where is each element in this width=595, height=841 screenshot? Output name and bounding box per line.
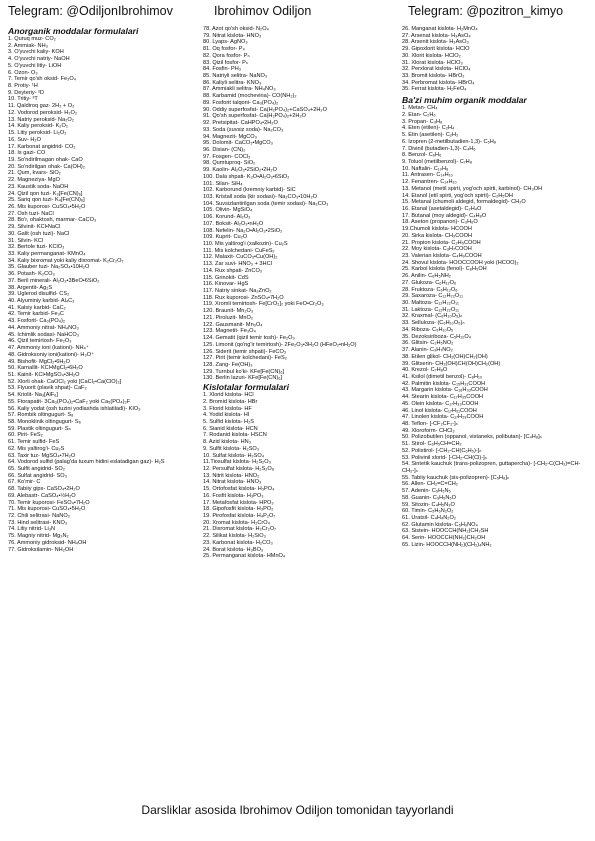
list-item: 24. Qizil qon tuzi- K₃[Fe(CN)₆]	[8, 190, 83, 197]
list-item: 45. Ichimlik sodasi- NaHCO₃	[8, 331, 79, 338]
list-item: 52. Xlorli ohak- CaOCl₂ yoki [CaCl₂•Ca(ClO)₂]	[8, 378, 122, 385]
list-item: 119. Xromli temirtosh- Fe[CrO₂]₂ yoki FeO•Cr₂O₃	[203, 301, 324, 308]
list-item: 35. Glauber tuzi- Na₂SO₄•10H₂O	[8, 264, 90, 271]
list-item: 6. Ozon- O₃	[8, 69, 38, 76]
list-item: 2. Bromid kislota- HBr	[203, 398, 258, 405]
list-item: 17. Butanal (moy aldegid)- C₄H₈O	[402, 212, 487, 219]
list-item: 14. Etanol (etil spirti, yog'och spirti)- C₂H₅OH	[402, 192, 513, 199]
list-item: 121. Piroluzit- MnO₂	[203, 314, 254, 321]
list-item: 12. Vodorod peroksid- H₂O₂	[8, 109, 78, 116]
list-item: 57. Rombik oltingugurt- S₈	[8, 412, 74, 419]
list-item: 110. Mis yaltirog'i (xalkozin)- Cu₂S	[203, 241, 288, 247]
list-item: 9. Sulfit kislota- H₂SO₃	[203, 445, 260, 452]
list-item: 79. Nitrat kislota- HNO₃	[203, 32, 262, 39]
list-item: 2. Ammiak- NH₃	[8, 42, 48, 49]
list-item: 2. Etan- C₂H₆	[402, 111, 436, 118]
list-item: 15. Metanal (chumoli aldegid, formaldegid)- CH₂O	[402, 199, 526, 206]
list-item: 82. Qora fosfor- Pₙ	[203, 52, 250, 59]
list-item: 25. Sariq qon tuzi- K₄[Fe(CN)₆]	[8, 197, 85, 204]
list-item: 48. Gidroksoniy ioni(kationi)- H₃O⁺	[8, 351, 95, 358]
list-item: 8. Benzol- C₆H₆	[402, 152, 442, 159]
list-item: 98. Qumtuproq- SiO₂	[203, 160, 256, 167]
list-item: 59. Sitozin- C₄H₅N₃O	[402, 501, 455, 508]
list-item: 42. Palmitin kislota- C₁₅H₃₁COOH	[402, 380, 486, 387]
list-item: 56. Allen- CH₂=C=CH₂	[402, 481, 458, 488]
list-item: 36. Glitsin- C₂H₅NO₂	[402, 340, 454, 347]
list-item: 85. Natriyli selitra- NaNO₃	[203, 73, 268, 80]
list-item: 31. Silvin- KCl	[8, 237, 44, 244]
list-item: 29. Silvinit- KCl•NaCl	[8, 224, 61, 231]
list-item: 44. Stearin kislota- C₁₇H₃₅COOH	[402, 394, 484, 401]
list-item: 13. Nitrit kislota- HNO₂	[203, 472, 260, 479]
list-item: 55. Tabiiy kauchuk (sis-polizopren)- [C₅H₈]ₙ	[402, 474, 510, 481]
list-item: 21. Dixromat kislota- H₂Cr₂O₇	[203, 526, 277, 533]
list-item: 123. Magnetit- Fe₃O₄	[203, 328, 256, 335]
list-item: 78. Azot qo'sh oksid- N₂O₄	[203, 26, 269, 32]
list-item: 3. Propan- C₃H₈	[402, 118, 443, 125]
list-item: 16. Fosfit kislota- H₃PO₃	[203, 492, 264, 499]
list-item: 109. Kuprit- Cu₂O	[203, 234, 248, 241]
list-item: 1. Quruq muz- CO₂	[8, 36, 56, 42]
header-telegram-left: Telegram: @OdiljonIbrohimov	[8, 4, 173, 18]
list-item: 75. Magniy nitrid- Mg₃N₂	[8, 533, 69, 540]
list-item: 122. Gausmanit- Mn₃O₄	[203, 321, 263, 328]
list-item: 6. Sianid kislota- HCN	[203, 425, 258, 432]
list-item: 12. Persulfat kislota- H₂S₂O₈	[203, 466, 275, 472]
list-item: 10. Naftalin- C₁₀H₈	[402, 165, 449, 172]
list-item: 35. Ferrat kislota- H₂FeO₄	[402, 86, 467, 93]
list-item: 63. Sistein- HOOCCH(NH₂)CH₂SH	[402, 528, 489, 535]
list-item: 32. Bertole tuzi- KClO₃	[8, 244, 65, 251]
list-item: 24. Borat kislota- H₃BO₃	[203, 546, 264, 553]
list-item: 17. Karbonat angidrid- CO₂	[8, 143, 76, 150]
list-item: 61. Temir sulfid- FeS	[8, 439, 60, 446]
list-item: 3. Ftorid kislota- HF	[203, 405, 252, 412]
list-item: 27. Glukoza- C₆H₁₂O₆	[402, 279, 457, 286]
list-item: 20. So'ndirilgan ohak- Ca(OH)₂	[8, 163, 85, 170]
list-item: 45. Olein kislota- C₁₇H₃₃COOH	[402, 400, 479, 407]
list-item: 49. Bishofit- MgCl₂•6H₂O	[8, 358, 70, 365]
list-item: 22. Magneziya- MgO	[8, 177, 60, 184]
list-item: 60. Timin- C₅H₆N₂O₂	[402, 508, 454, 515]
list-item: 57. Adenin- C₅H₅N₅	[402, 488, 451, 495]
list-item: 47. Linolen kislota- C₁₇H₂₉COOH	[402, 414, 484, 421]
list-item: 58. Monoklinik oltingugurt- S₆	[8, 418, 81, 425]
list-item: 129. Turnbul ko'ki- KFe[Fe(CN)₆]	[203, 368, 285, 375]
list-item: 10. Sulfat kislota- H₂SO₄	[203, 452, 265, 459]
list-item: 60. Pirit- FeS₂	[8, 432, 43, 439]
list-item: 49. Xloroform- CHCl₃	[402, 427, 455, 434]
list-item: 28. Fruktoza- C₆H₁₂O₆	[402, 286, 458, 293]
list-item: 29. Gipoxlorit kislota- HClO	[402, 46, 470, 53]
list-item: 84. Fosfin- PH₃	[203, 66, 242, 73]
header-author: Ibrohimov Odiljon	[214, 4, 312, 18]
list-item: 114. Rux shpati- ZnCO₃	[203, 267, 263, 274]
list-item: 72. Chili selitrasi- NaNO₃	[8, 513, 70, 520]
list-item: 56. Kaliy yodat (osh tuzini yodlashda ishlatiladi)- KIO₃	[8, 405, 141, 412]
list-item: 42. Temir karbid- Fe₃C	[8, 311, 64, 318]
list-item: 76. Ammoniy gidroksid- NH₄OH	[8, 539, 87, 546]
list-item: 80. Lyaps- AgNO₃	[203, 39, 248, 46]
list-item: 33. Selluloza- (C₆H₁₀O₅)ₙ	[402, 320, 465, 327]
list-item: 22. Moy kislota- C₃H₇COOH	[402, 246, 472, 253]
list-item: 125. Limonit (qo'ng'ir temirtosh)- 2Fe₂O₃•3H₂O (HFeO₂•nH₂O)	[203, 341, 357, 348]
list-item: 5. O'yuvchi litiy- LiOH	[8, 62, 62, 69]
list-item: 118. Rux kuporosi- ZnSO₄•7H₂O	[203, 294, 284, 301]
list-item: 18. Is gazi- CO	[8, 150, 46, 157]
list-item: 5. Etin (asetilen)- C₂H₂	[402, 132, 459, 139]
list-item: 116. Kinovar- HgS	[203, 281, 249, 288]
list-item: 33. Bromit kislota- HBrO₂	[402, 73, 465, 80]
list-item: 97. Fosgen- COCl₂	[203, 153, 251, 160]
list-item: 120. Braunit- Mn₂O₃	[203, 308, 254, 315]
list-item: 124. Gematit (qizil temir tosh)- Fe₂O₃	[203, 335, 295, 342]
list-item: 7. Divinil (butadien-1,3)- C₄H₆	[402, 145, 476, 152]
list-item: 22. Silikat kislota- H₂SiO₃	[203, 533, 266, 540]
list-item: 14. Nitrat kislota- HNO₃	[203, 479, 262, 486]
list-item: 16. Suv- H₂O	[8, 136, 41, 143]
list-item: 67. Ko'mir- C	[8, 479, 41, 486]
list-item: 40. Krezol- C₇H₈O	[402, 367, 448, 374]
list-item: 104. Suvsizlantirilgan soda (temir sodasi)- Na₂CO₃	[203, 200, 329, 207]
list-item: 130. Berlin lazuri- KFe[Fe(CN)₆]	[203, 375, 283, 382]
list-item: 53. Polivinil xlorid- [-CH₂-CH(Cl)-]ₙ	[402, 454, 487, 461]
list-item: 10. Tritiy- ³T	[8, 96, 38, 103]
list-item: 44. Ammoniy nitrat- NH₄NO₃	[8, 324, 79, 331]
list-item: 43. Fosforit- Ca₃(PO₄)₂	[8, 318, 66, 325]
list-item: 46. Qizil temirtosh- Fe₂O₃	[8, 338, 72, 345]
list-item: 18. Aseton (propanon)- C₃H₆O	[402, 219, 478, 226]
column-1	[8, 26, 198, 553]
list-item: 58. Guanin- C₅H₅N₅O	[402, 494, 457, 501]
list-item: 38. Etilen glikol- CH₂(OH)CH₂(OH)	[402, 353, 488, 360]
list-item: 51. Stirol- C₆H₅CH=CH₂	[402, 441, 462, 448]
list-item: 15. Ortofosfat kislota- H₃PO₄	[203, 486, 275, 493]
list-item: 20. Xromat kislota- H₂CrO₄	[203, 519, 270, 526]
list-item: 30. Xlorit kislota- HClO₂	[402, 52, 461, 59]
list-item: 65. Lizin- HOOCCH(NH₂)(CH₂)₄NH₂	[402, 541, 492, 548]
list-item: 25. Karbol kislota (fenol)- C₆H₅OH	[402, 266, 487, 273]
list-item: 113. Zar suvi- HNO₃ + 3HCl	[203, 261, 272, 268]
list-item: 62. Mis yaltirog'i- Cu₂S	[8, 445, 65, 452]
list-item: 103. Kristall soda (kir sodasi)- Na₂CO₃•10H₂O	[203, 193, 317, 200]
list-item: 64. Serin- HOOCCH(NH₂)CH₂OH	[402, 535, 486, 542]
list-item: 25. Permanganat kislota- HMnO₄	[203, 553, 286, 560]
list-item: 34. Riboza- C₅H₁₀O₅	[402, 326, 454, 333]
list-item: 1. Xlorid kislota- HCl	[203, 392, 254, 399]
list-item: 108. Nefelin- Na₂O•Al₂O₃•2SiO₂	[203, 227, 283, 234]
list-item: 62. Glutamin kislota- C₅H₉NO₄	[402, 521, 478, 528]
list-item: 74. Litiy nitrid- Li₃N	[8, 526, 56, 533]
list-item: 41. Kalsiy karbid- CaC₂	[8, 304, 66, 311]
list-item: 23. Karbonat kislota- H₂CO₃	[203, 539, 273, 546]
list-item: 87. Ammiakli selitra- NH₄NO₃	[203, 86, 276, 93]
list-item: 53. Flyuorit (plavik shpat)- CaF₂	[8, 385, 87, 392]
list-item: 64. Vodorod sulfid (palag'da tuxum hidini eslatadigan gaz)- H₂S	[8, 459, 165, 466]
list-item: 46. Linol kislota- C₁₇H₃₁COOH	[402, 407, 477, 414]
list-item: 65. Sulfit angidrid- SO₂	[8, 466, 65, 472]
list-item: 11. Qaldiroq gaz- 2H₂ + O₂	[8, 103, 75, 110]
list-item: 33. Kaliy permanganat- KMnO₄	[8, 251, 86, 257]
list-item: 8. Protiy- ¹H	[8, 83, 38, 90]
header-telegram-right: Telegram: @pozitron_kimyo	[408, 4, 564, 18]
list-item: 35. Dezoksiriboza- C₅H₁₀O₄	[402, 333, 472, 340]
list-item: 127. Pirit (temir kolchedani)- FeS₂	[203, 355, 287, 362]
list-item: 36. Potash- K₂CO₃	[8, 271, 55, 278]
anorganic-list-1	[8, 36, 198, 553]
list-item: 39. Glitserin- CH₂(OH)CH(OH)CH₂(OH)	[402, 360, 501, 367]
list-item: 37. Alanin- C₃H₇NO₂	[402, 347, 453, 354]
list-item: 69. Alebastr- CaSO₄•½H₂O	[8, 492, 76, 499]
list-item: 117. Natriy sinkat- Na₂ZnO₂	[203, 288, 272, 295]
list-item: 9. Deyteriy- ²D	[8, 89, 45, 96]
list-item: 4. Yodid kislota- HI	[203, 412, 250, 419]
list-item: 88. Karbamid (mochevina)- CO(NH₂)₂	[203, 93, 297, 100]
list-item: 32. Kraxmal- (C₆H₁₀O₅)ₙ	[402, 313, 463, 320]
list-item: 13. Metanol (metil spirti, yog'och spirti, karbinol)- CH₃OH	[402, 185, 543, 192]
list-item: 26. Mis kuporosi- CuSO₄•5H₂O	[8, 203, 86, 210]
page-footer: Darsliklar asosida Ibrohimov Odiljon tomonidan tayyorlandi	[141, 803, 454, 817]
list-item: 100. Dala shpati- K₂O•Al₂O₃•6SiO₂	[203, 173, 290, 180]
list-item: 18. Gipofosfit kislota- H₃PO₂	[203, 506, 274, 513]
list-item: 66. Sulfat angidrid- SO₃	[8, 472, 67, 479]
list-item: 4. O'yuvchi natriy- NaOH	[8, 56, 70, 63]
list-item: 8. Azid kislota- HN₃	[203, 439, 251, 446]
list-item: 14. Kaliy peroksid- K₂O₂	[8, 123, 68, 130]
column-3	[402, 26, 590, 549]
list-item: 71. Mis kuporosi- CuSO₄•5H₂O	[8, 506, 86, 513]
list-item: 16. Etanal (asetaldegid)- C₂H₄O	[402, 205, 482, 212]
list-item: 29. Saxaroza- C₁₂H₂₂O₁₁	[402, 293, 463, 300]
list-item: 77. Gidroksilamin- NH₂OH	[8, 546, 74, 553]
list-item: 50. Polizobutilen (oppanol, vistaneks, polibutan)- [C₄H₈]ₙ	[402, 434, 542, 441]
list-item: 91. Qo'sh superfosfat- Ca(H₂PO₄)₂+2H₂O	[203, 113, 306, 120]
list-item: 63. Taxir tuz- MgSO₄•7H₂O	[8, 452, 76, 459]
list-item: 43. Margarin kislota- C₁₆H₃₃COOH	[402, 387, 488, 394]
list-item: 31. Xlorat kislota- HClO₃	[402, 59, 463, 66]
list-item: 19.Chumoli kislota- HCOOH	[402, 226, 472, 233]
list-item: 92. Pretsipitat- CaHPO₄•2H₂O	[203, 120, 278, 127]
list-item: 9. Toluol (metilbenzol)- C₇H₈	[402, 158, 473, 165]
list-item: 11.Tiosulfat kislota- H₂S₂O₃	[203, 459, 271, 466]
list-item: 30. Maltoza- C₁₂H₂₂O₁₁	[402, 300, 459, 307]
list-item: 115. Grinokit- CdS	[203, 274, 249, 281]
list-item: 1. Metan- CH₄	[402, 105, 438, 112]
list-item: 26. Anilin- C₆H₅NH₂	[402, 273, 451, 280]
list-item: 89. Fosforit talqoni- Ca₃(PO₄)₂	[203, 99, 279, 106]
list-item: 5. Sulfid kislota- H₂S	[203, 418, 254, 425]
list-item: 23. Kaustik soda- NaOH	[8, 183, 69, 190]
list-item: 59. Plastik oltingugurt- Sₙ	[8, 425, 71, 432]
list-item: 34. Perbromat kislota- HBrO₄	[402, 79, 475, 86]
list-item: 47. Ammoniy ioni (kationi)- NH₄⁺	[8, 345, 89, 352]
list-item: 40. Alyuminiy karbid- Al₄C₃	[8, 298, 75, 305]
section-title-organic: Ba'zi muhim organik moddalar	[402, 95, 527, 106]
list-item: 48. Teflon- [-CF₂CF₂-]ₙ	[402, 420, 458, 427]
list-item: 54. Sintetik kauchuk (trans-polizopren, guttapercha)- [-CH₂-C(CH₃)=CH-CH₂-]ₙ	[402, 461, 581, 474]
list-item: 107. Boksit- Al₂O₃•nH₂O	[203, 220, 264, 227]
list-item: 12. Fenantren- C₁₄H₁₀	[402, 179, 457, 186]
list-item: 32. Perxlorat kislota- HClO₄	[402, 66, 471, 73]
list-item: 13. Natriy peroksid- Na₂O₂	[8, 116, 74, 123]
list-item: 19. So'ndirilmagan ohak- CaO	[8, 156, 83, 163]
list-item: 73. Hind selitrasi- KNO₃	[8, 519, 68, 526]
list-item: 41. Ksilol (dimetil benzol)- C₈H₁₀	[402, 373, 483, 380]
list-item: 83. Qizil fosfor- Pₙ	[203, 59, 249, 66]
list-item: 105. Olivin- MgSiO₄	[203, 207, 253, 214]
acids-list-2	[402, 26, 590, 93]
list-item: 81. Oq fosfor- P₄	[203, 46, 245, 53]
list-item: 3. O'yuvchi kaliy- KOH	[8, 49, 64, 56]
list-item: 126. Siderit (temir shpati)- FeCO₃	[203, 348, 287, 355]
list-item: 38. Argentit- Ag₂S	[8, 284, 53, 291]
list-item: 28. Arsenit kislota- H₃AsO₃	[402, 39, 469, 46]
list-item: 51. Kainit- KCl•MgSO₄•3H₂O	[8, 371, 80, 378]
list-item: 61. Uratsil- C₄H₄N₂O₂	[402, 515, 456, 522]
section-title-anorganic: Anorganik moddalar formulalari	[8, 26, 139, 36]
list-item: 39. Uglerod disulfid- CS₂	[8, 291, 70, 298]
list-item: 15. Litiy peroksid- Li₂O₂	[8, 130, 67, 137]
list-item: 102. Karborund (kremniy karbid)- SiC	[203, 187, 296, 194]
list-item: 112. Malaxit- CuCO₃•Cu(OH)₂	[203, 254, 278, 261]
list-item: 28. Bo'r, ohaktosh, marmar- CaCO₃	[8, 217, 97, 224]
column-2	[203, 26, 399, 560]
list-item: 24. Shovul kislota- HOOCCOOH yoki (HCOO)₂	[402, 259, 519, 266]
list-item: 21. Qum, kvars- SiO₂	[8, 170, 61, 177]
list-item: 21. Propion kislota- C₂H₅COOH	[402, 239, 481, 246]
list-item: 55. Ftorapatit- 3Ca₃(PO₄)₂•CaF₂ yoki Ca₅(PO₄)₃F	[8, 398, 131, 405]
list-item: 11. Antrasen- C₁₄H₁₀	[402, 172, 453, 179]
list-item: 128. Zang- Fe(OH)₃	[203, 361, 253, 368]
list-item: 17. Metafosfat kislota- HPO₃	[203, 499, 274, 506]
list-item: 27. Arsenat kislota- H₃AsO₄	[402, 32, 471, 39]
list-item: 20. Sirka kislota- CH₃COOH	[402, 232, 473, 239]
list-item: 111. Mis kolchedani- CuFeS₂	[203, 247, 275, 254]
list-item: 19. Pirofosfat kislota- H₄P₂O₇	[203, 513, 276, 520]
list-item: 95. Dolomit- CaCO₃•MgCO₃	[203, 140, 273, 147]
list-item: 93. Soda (suvsiz soda)- Na₂CO₃	[203, 126, 284, 133]
list-item: 37. Beril minerali- Al₂O₃•3BeO•6SiO₂	[8, 277, 100, 284]
list-item: 34. Kaliy bixromat yoki kaliy dixromat- K₂Cr₂O₇	[8, 257, 124, 264]
list-item: 26. Manganat kislota- H₂MnO₄	[402, 26, 478, 32]
list-item: 94. Magnezit- MgCO₃	[203, 133, 257, 140]
list-item: 68. Tabiiy gips- CaSO₄•2H₂O	[8, 486, 80, 493]
list-item: 54. Kriolit- Na₃[AlF₆]	[8, 392, 58, 399]
list-item: 31. Laktoza- C₁₂H₂₂O₁₁	[402, 306, 459, 313]
list-item: 4. Eten (etilen)- C₂H₄	[402, 125, 455, 132]
list-item: 7. Temir qo'sh oksid- Fe₃O₄	[8, 76, 77, 83]
anorganic-list-2	[203, 26, 399, 382]
list-item: 70. Temir kuporosi- FeSO₄•7H₂O	[8, 499, 90, 506]
list-item: 6. Izopren (2-metilbutadien-1,3)- C₅H₈	[402, 138, 497, 145]
list-item: 30. Galit (osh tuzi)- NaCl	[8, 230, 70, 237]
list-item: 7. Rodanid kislota- HSCN	[203, 432, 267, 439]
page-header	[0, 4, 595, 24]
acids-list-1	[203, 392, 399, 560]
organic-list	[402, 105, 590, 548]
list-item: 27. Osh tuzi- NaCl	[8, 210, 54, 217]
section-title-acids: Kislotalar formulalari	[203, 382, 289, 393]
list-item: 50. Karnallit- KCl•MgCl₂•6H₂O	[8, 365, 83, 372]
list-item: 23. Valerian kislota- C₄H₉COOH	[402, 253, 482, 259]
list-item: 99. Kaolin- Al₂O₃•2SiO₂•2H₂O	[203, 167, 277, 174]
list-item: 96. Disian- (CN)₂	[203, 146, 246, 153]
list-item: 101. Silan- SiH₄	[203, 180, 243, 187]
list-item: 106. Korund- Al₂O₃	[203, 214, 251, 221]
list-item: 90. Oddiy superfosfat- Ca(H₂PO₄)₂+CaSO₄+2H₂O	[203, 106, 327, 113]
list-item: 86. Kaliyli selitra- KNO₃	[203, 79, 262, 86]
list-item: 52. Polistirol- [-CH₂-CH(C₆H₅)-]ₙ	[402, 447, 482, 454]
